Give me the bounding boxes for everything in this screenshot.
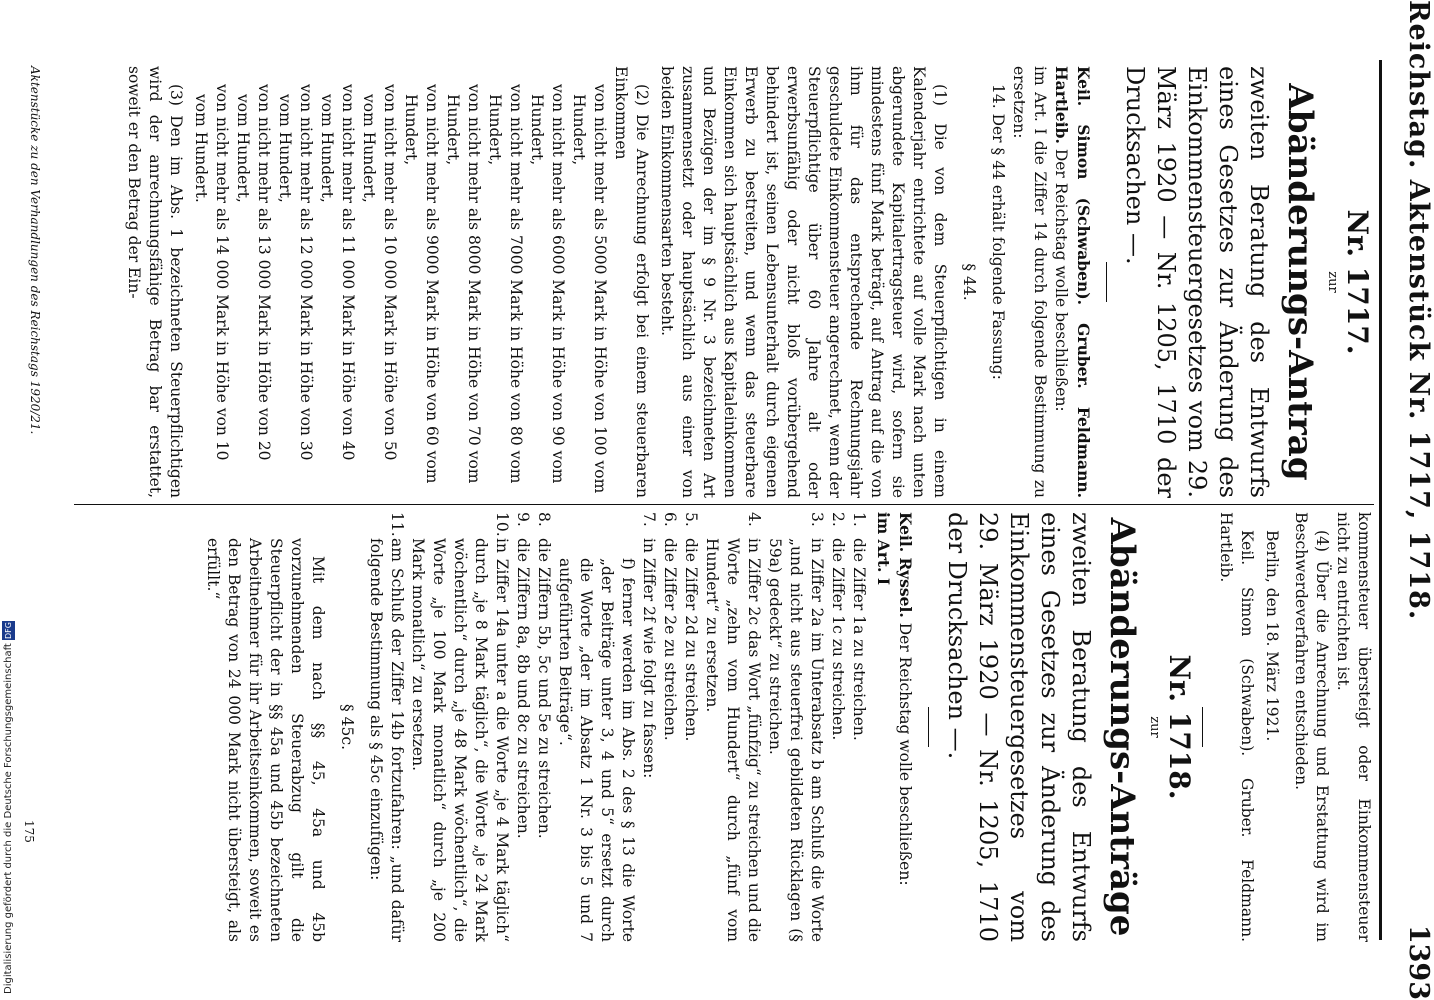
art-line: im Art. I die Ziffer 14 durch folgende Bestimmung zu ersetzen:	[1010, 66, 1049, 498]
tier-item: von nicht mehr als 13 000 Mark in Höhe von 20 vom Hundert,	[234, 84, 273, 461]
page-number: 1393	[1403, 924, 1434, 1000]
motion-zur: zur	[1325, 271, 1340, 293]
movers: Keil. Ryssel.	[896, 512, 915, 618]
footer-note: Aktenstücke zu den Verhandlungen des Reichstags 1920/21.	[28, 66, 42, 435]
motion-zur: zur	[1147, 716, 1162, 738]
tier-item: von nicht mehr als 8000 Mark in Höhe von 70 vom Hundert,	[444, 84, 483, 484]
running-header	[1398, 0, 1434, 1000]
paragraph-4: (4) Über die Anrechnung und Erstattung wird im Beschwerdeverfahren entschieden.	[1292, 512, 1331, 942]
credit-text: Digitalisierung gefördert durch die Deutsche Forschungsgemeinschaft	[3, 643, 14, 994]
amendment-list	[365, 512, 869, 942]
sheet-number: 175	[22, 820, 36, 843]
digitization-credit	[2, 621, 15, 994]
tier-item: von nicht mehr als 6000 Mark in Höhe von 90 vom Hundert,	[528, 84, 567, 484]
tier-item: von nicht mehr als 7000 Mark in Höhe von 80 vom Hundert,	[486, 84, 525, 484]
dfg-logo-icon: DFG	[4, 622, 13, 639]
list-item: 8. die Ziffern 5b, 5c und 5e zu streichen.	[535, 512, 553, 839]
header-rule	[1379, 60, 1382, 940]
tier-list	[190, 66, 610, 498]
tier-item: von nicht mehr als 12 000 Mark in Höhe von 30 vom Hundert,	[276, 84, 315, 461]
motion-title: Abänderungs-Anträge	[1102, 517, 1142, 937]
movers-tail: Der Reichstag wolle beschließen:	[1052, 148, 1070, 412]
final-paragraph: Mit dem nach §§ 45, 45a und 45b vorzunehmenden Steuerabzug gilt die Steuerpflicht der in §§ 45a und 45b bezeichneten Arbeitnehmer für ihr Arbeitseinkommen, soweit es den Betrag von 24 000 Mark nicht übersteigt, als erfüllt.“	[204, 538, 327, 942]
paragraph-1: (1) Die von dem Steuerpflichtigen in einem Kalenderjahr entrichtete auf volle Mark nach unten abgerundete Kapitalertragsteuer wird, sofern sie mindestens fünf Mark beträgt, auf Antrag auf die von ihm für das entsprechende Rechnungsjahr geschuldete Einkommensteuer angerechnet, wenn der Steuerpflichtige über 60 Jahre alt oder erwerbsunfähig oder nicht bloß vorübergehend behindert ist, seinen Lebensunterhalt durch eigenen Erwerb zu bestreiten, und wenn das steuerbare Einkommen sich hauptsächlich aus Kapitaleinkommen und Bezügen der im § 9 Nr. 3 bezeichneten Art zusammensetzt oder hauptsächlich aus einer von beiden Einkommensarten besteht.	[658, 66, 949, 498]
right-column	[202, 512, 1374, 942]
tier-item: von nicht mehr als 9000 Mark in Höhe von 60 vom Hundert,	[402, 84, 441, 484]
carry-over-text: kommensteuer übersteigt oder Einkommensteuer nicht zu entrichten ist.	[1334, 512, 1373, 942]
motion-subtitle: zweiten Beratung des Entwurfs eines Gesetzes zur Änderung des Einkommensteuergesetzes vom 29. März 1920 — Nr. 1205, 1710 der Drucksachen —.	[943, 512, 1095, 942]
list-item: 9. die Ziffern 8a, 8b und 8c zu streichen.	[514, 512, 532, 839]
section-heading: § 45c.	[338, 703, 356, 750]
list-item: 7. in Ziffer 2f wie folgt zu fassen:	[640, 512, 658, 779]
list-item: 11. am Schluß der Ziffer 14b fortzufahren: „und dafür folgende Bestimmung als § 45c einzufügen:	[367, 512, 406, 942]
left-column	[123, 66, 1374, 498]
tier-item: von nicht mehr als 11 000 Mark in Höhe von 40 vom Hundert,	[318, 84, 357, 461]
motion-title: Abänderungs-Antrag	[1280, 83, 1320, 481]
list-item: f) ferner werden im Abs. 2 des § 13 die Worte „der Beiträge unter 3, 4 und 5“ ersetzt durch die Worte „der im Absatz 1 Nr. 3 bis 5 und 7 aufgeführten Beiträge“.	[556, 558, 637, 942]
movers-line	[1050, 66, 1094, 498]
movers-line	[894, 512, 916, 942]
art-line: im Art. I	[874, 512, 893, 586]
tier-item: von nicht mehr als 10 000 Mark in Höhe von 50 vom Hundert,	[360, 84, 399, 461]
movers-tail: Der Reichstag wolle beschließen:	[896, 622, 914, 886]
list-item: 10. in Ziffer 14a unter a die Worte „je 4 Mark täglich“ durch „je 8 Mark täglich“, die Worte „je 24 Mark wöchentlich“ durch „je 48 Mark wöchentlich“, die Worte „je 100 Mark monatlich“ durch „je 200 Mark monatlich“ zu ersetzen.	[409, 512, 511, 942]
separator	[1106, 262, 1107, 302]
signers: Keil. Simon (Schwaben). Gruber. Feldmann. Hartleib.	[1217, 512, 1256, 942]
paragraph-2: (2) Die Anrechnung erfolgt bei einem steuerbaren Einkommen	[612, 66, 651, 498]
tier-item: von nicht mehr als 5000 Mark in Höhe von 100 vom Hundert,	[570, 84, 609, 494]
item-14: 14. Der § 44 erhält folgende Fassung:	[989, 84, 1007, 380]
column-divider	[74, 504, 1374, 505]
running-title: Reichstag. Aktenstück Nr. 1717, 1718.	[1403, 0, 1434, 621]
list-item: 3. in Ziffer 2a im Unterabsatz b am Schluß die Worte „und nicht aus steuerfrei gebildeten Rücklagen (§ 59a) gedeckt“ zu streichen.	[766, 512, 826, 942]
motion-number: Nr. 1717.	[1341, 209, 1374, 355]
tier-item: von nicht mehr als 14 000 Mark in Höhe von 10 vom Hundert.	[192, 84, 231, 461]
date-line: Berlin, den 18. März 1921.	[1263, 530, 1281, 742]
separator	[928, 707, 929, 747]
list-item: 5. die Ziffer 2d zu streichen.	[682, 512, 700, 742]
movers: Keil. Simon (Schwaben). Gruber. Feldmann. Hartleib.	[1052, 66, 1093, 498]
section-heading: § 44.	[960, 263, 978, 301]
list-item: 1. die Ziffer 1a zu streichen.	[850, 512, 868, 741]
list-item: 4. in Ziffer 2c das Wort „fünfzig“ zu streichen und die Worte „zehn vom Hundert“ durch „fünf vom Hundert“ zu ersetzen.	[703, 512, 763, 942]
list-item: 2. die Ziffer 1c zu streichen.	[829, 512, 847, 741]
list-item: 6. die Ziffer 2e zu streichen.	[661, 512, 679, 741]
paragraph-3: (3) Den im Abs. 1 bezeichneten Steuerpflichtigen wird der anrechnungsfähige Betrag bar erstattet, soweit er den Betrag der Ein-	[125, 66, 185, 498]
motion-number: Nr. 1718.	[1163, 654, 1196, 800]
motion-subtitle: zweiten Beratung des Entwurfs eines Gesetzes zur Änderung des Einkommensteuergesetzes vom 29. März 1920 — Nr. 1205, 1710 der Drucksachen —.	[1121, 66, 1273, 498]
separator	[1202, 707, 1203, 747]
